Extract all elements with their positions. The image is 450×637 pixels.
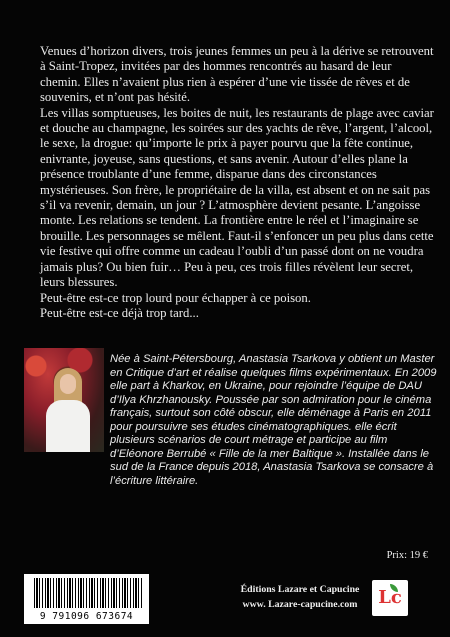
- synopsis-paragraph-3: Peut-être est-ce trop lourd pour échapper à ce poison.: [40, 290, 311, 305]
- author-bio: [110, 353, 440, 488]
- author-face: [60, 374, 76, 394]
- publisher-name: Éditions Lazare et Capucine: [240, 584, 360, 595]
- author-photo: [24, 348, 104, 452]
- isbn-barcode: [24, 574, 149, 624]
- synopsis-paragraph-2: Les villas somptueuses, les boites de nuit, les restaurants de plage avec caviar et douche au champagne, les soirées sur des yachts de rêve, l’argent, l’alcool, le sexe, la drogue: qu’importe le prix à payer pourvu que la fête continue, enivrante, joyeuse, sans questions, et sans avenir. Autour d’elles plane la présence troublante d’une femme, disparue dans des circonstances mystérieuses. Son frère, le propriétaire de la villa, est absent et on ne sait pas s’il va revenir, demain, un jour ? L’atmosphère devient pesante. L’angoisse monte. Les relations se tendent. La frontière entre le réel et l’imaginaire se brouille. Les personnages se mêlent. Faut-il s’enfoncer un peu plus dans cette vie festive qui offre comme un cadeau l’oubli d’un passé dont on ne voudra jamais plus? Ou bien fuir… Peu à peu, ces trois filles révèlent leur secret, leurs blessures.: [40, 105, 434, 290]
- price-label: Prix: 19 €: [386, 550, 428, 561]
- publisher-block: [232, 582, 368, 612]
- author-bio-text: Née à Saint-Pétersbourg, Anastasia Tsarkova y obtient un Master en Critique d’art et réalise quelques films expérimentaux. En 2009 elle part à Kharkov, en Ukraine, pour rejoindre l’équipe de DAU d’Ilya Khrzhanousky. Poussée par son admiration pour le cinéma français, surtout son côté obscur, elle déménage à Paris en 2011 pour poursuivre ses études cinématographiques. elle écrit plusieurs scénarios de court métrage et participe au film d’Eléonore Berrubé « Fille de la mer Baltique ». Installée dans le sud de la France depuis 2018, Anastasia Tsarkova se consacre à l’écriture littéraire.: [110, 353, 437, 487]
- publisher-logo: [372, 580, 408, 616]
- author-coat: [46, 400, 90, 452]
- barcode-number: 9 791096 673674: [39, 611, 134, 622]
- synopsis: [40, 44, 435, 321]
- synopsis-paragraph-4: Peut-être est-ce déjà trop tard...: [40, 305, 199, 320]
- publisher-website: www. Lazare-capucine.com: [242, 599, 358, 610]
- synopsis-paragraph-1: Venues d’horizon divers, trois jeunes femmes un peu à la dérive se retrouvent à Saint-Tropez, invitées par des hommes rencontrés au hasard de leur chemin. Elles n’avaient plus rien à espérer d’une vie tissée de rêves et de souvenirs, et n’ont pas hésité.: [40, 44, 434, 105]
- barcode-bars: [34, 578, 144, 608]
- logo-letters: Lc: [378, 587, 402, 608]
